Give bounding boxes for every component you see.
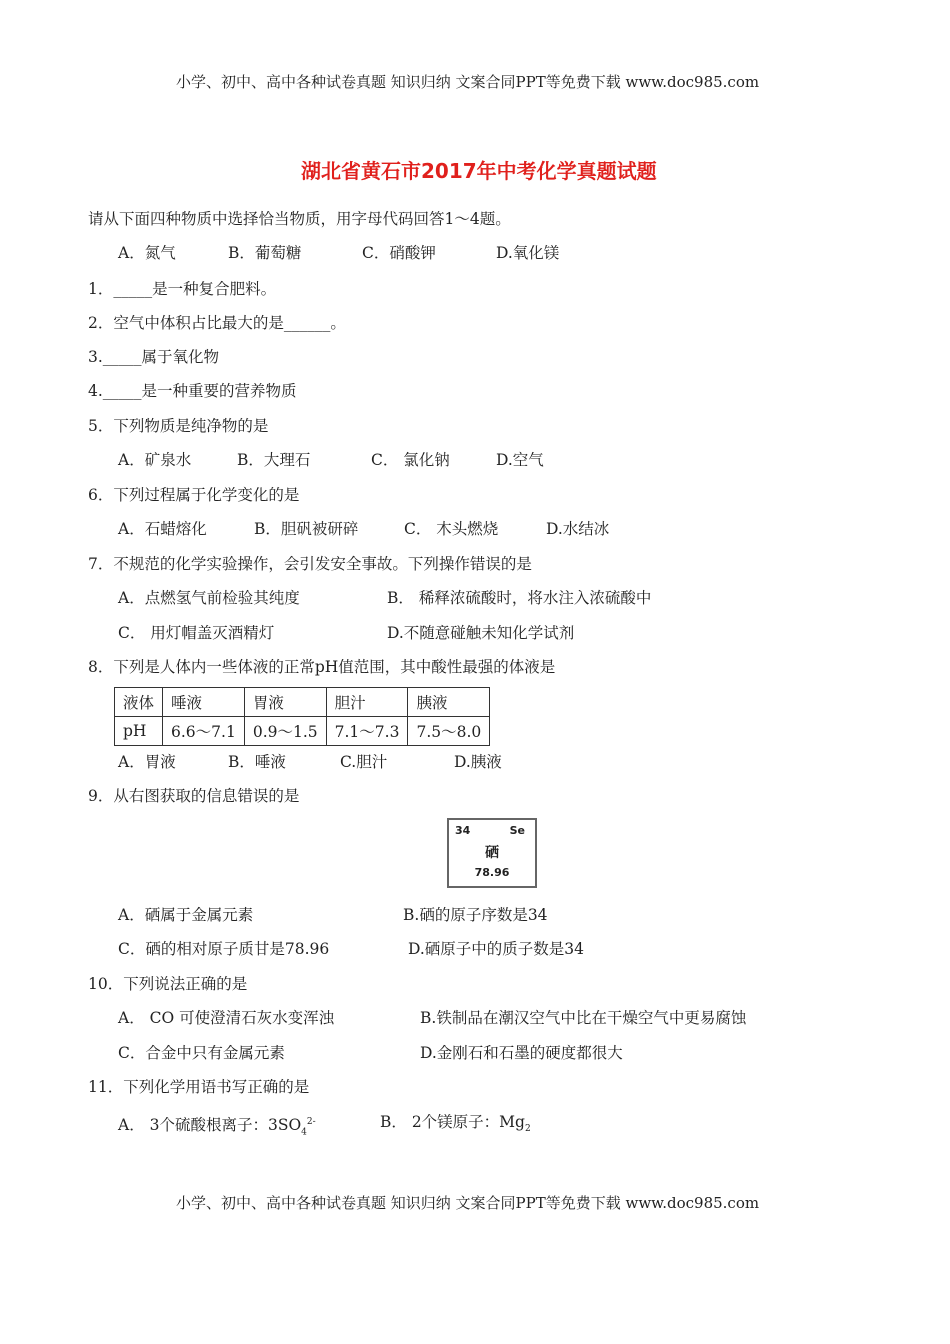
question-7-option-d: D.不随意碰触未知化学试剂 [387, 624, 575, 642]
question-5-stem: 5．下列物质是纯净物的是 [88, 417, 269, 435]
intro-option-a: A．氮气 [118, 244, 176, 262]
question-7-option-a: A．点燃氢气前检验其纯度 [118, 589, 300, 607]
question-10-stem: 10．下列说法正确的是 [88, 975, 248, 993]
question-6-option-c: C． 木头燃烧 [404, 520, 499, 538]
question-9-option-d: D.硒原子中的质子数是34 [408, 940, 585, 958]
question-11-option-a [118, 1112, 316, 1142]
question-9-option-c: C．硒的相对原子质甘是78.96 [118, 940, 330, 958]
option-b-subscript: 2 [524, 1124, 531, 1135]
question-8-option-d: D.胰液 [454, 753, 502, 771]
table-cell: 胆汁 [326, 688, 408, 717]
table-cell: 0.9～1.5 [244, 717, 326, 746]
question-10-option-a: A． CO 可使澄清石灰水变浑浊 [118, 1009, 335, 1027]
question-9-option-a: A．硒属于金属元素 [118, 906, 254, 924]
question-1: 1．_____是一种复合肥料。 [88, 280, 277, 298]
question-11-stem: 11．下列化学用语书写正确的是 [88, 1078, 310, 1096]
table-cell: 胰液 [408, 688, 490, 717]
page-footer: 小学、初中、高中各种试卷真题 知识归纳 文案合同PPT等免费下载 www.doc985.com [176, 1194, 760, 1212]
question-3: 3._____属于氧化物 [88, 348, 220, 366]
question-8-option-a: A．胃液 [118, 753, 176, 771]
question-7-option-b: B． 稀释浓硫酸时，将水注入浓硫酸中 [387, 589, 652, 607]
question-10-option-b: B.铁制品在潮汉空气中比在干燥空气中更易腐蚀 [420, 1009, 747, 1027]
selenium-element-card [447, 818, 537, 888]
question-5-option-b: B．大理石 [237, 451, 311, 469]
intro-option-b: B．葡萄糖 [228, 244, 302, 262]
question-5-option-a: A．矿泉水 [118, 451, 192, 469]
question-8-option-c: C.胆汁 [340, 753, 388, 771]
intro-option-c: C．硝酸钾 [362, 244, 436, 262]
table-cell: 6.6～7.1 [163, 717, 245, 746]
element-name: 硒 [485, 845, 499, 861]
atomic-mass: 78.96 [474, 866, 510, 879]
question-7-option-c: C． 用灯帽盖灭酒精灯 [118, 624, 275, 642]
intro-option-d: D.氧化镁 [496, 244, 560, 262]
table-cell: 唾液 [163, 688, 245, 717]
question-5-option-c: C． 氯化钠 [371, 451, 450, 469]
question-10-option-c: C．合金中只有金属元素 [118, 1044, 285, 1062]
page-header: 小学、初中、高中各种试卷真题 知识归纳 文案合同PPT等免费下载 www.doc985.com [176, 73, 760, 91]
table-cell: 7.5～8.0 [408, 717, 490, 746]
question-6-option-b: B．胆矾被研碎 [254, 520, 359, 538]
question-6-stem: 6．下列过程属于化学变化的是 [88, 486, 300, 504]
question-8-option-b: B．唾液 [228, 753, 286, 771]
question-2: 2．空气中体积占比最大的是______。 [88, 314, 346, 332]
table-cell: 7.1～7.3 [326, 717, 408, 746]
table-cell: 胃液 [244, 688, 326, 717]
table-row [115, 717, 490, 746]
option-a-text: A． 3个硫酸根离子：3SO [118, 1116, 302, 1135]
table-row [115, 688, 490, 717]
intro-text: 请从下面四种物质中选择恰当物质，用字母代码回答1～4题。 [88, 210, 511, 228]
question-11-option-b [380, 1112, 531, 1139]
question-5-option-d: D.空气 [496, 451, 544, 469]
option-a-superscript: 2- [306, 1117, 316, 1127]
atomic-number: 34 [455, 824, 471, 837]
question-7-stem: 7．不规范的化学实验操作，会引发安全事故。下列操作错误的是 [88, 555, 532, 573]
question-4: 4._____是一种重要的营养物质 [88, 382, 297, 400]
question-6-option-a: A．石蜡熔化 [118, 520, 207, 538]
question-6-option-d: D.水结冰 [546, 520, 610, 538]
question-9-stem: 9．从右图获取的信息错误的是 [88, 787, 300, 805]
element-symbol: Se [509, 824, 525, 837]
question-10-option-d: D.金刚石和石墨的硬度都很大 [420, 1044, 623, 1062]
option-b-text: B． 2个镁原子：Mg [380, 1113, 525, 1131]
table-cell: 液体 [115, 688, 163, 717]
page-title: 湖北省黄石市2017年中考化学真题试题 [301, 159, 657, 183]
option-a-subscript: 4 [301, 1127, 307, 1138]
table-cell: pH [115, 717, 163, 746]
question-9-option-b: B.硒的原子序数是34 [403, 906, 548, 924]
question-8-stem: 8．下列是人体内一些体液的正常pH值范围，其中酸性最强的体液是 [88, 658, 556, 676]
ph-table [114, 687, 490, 746]
